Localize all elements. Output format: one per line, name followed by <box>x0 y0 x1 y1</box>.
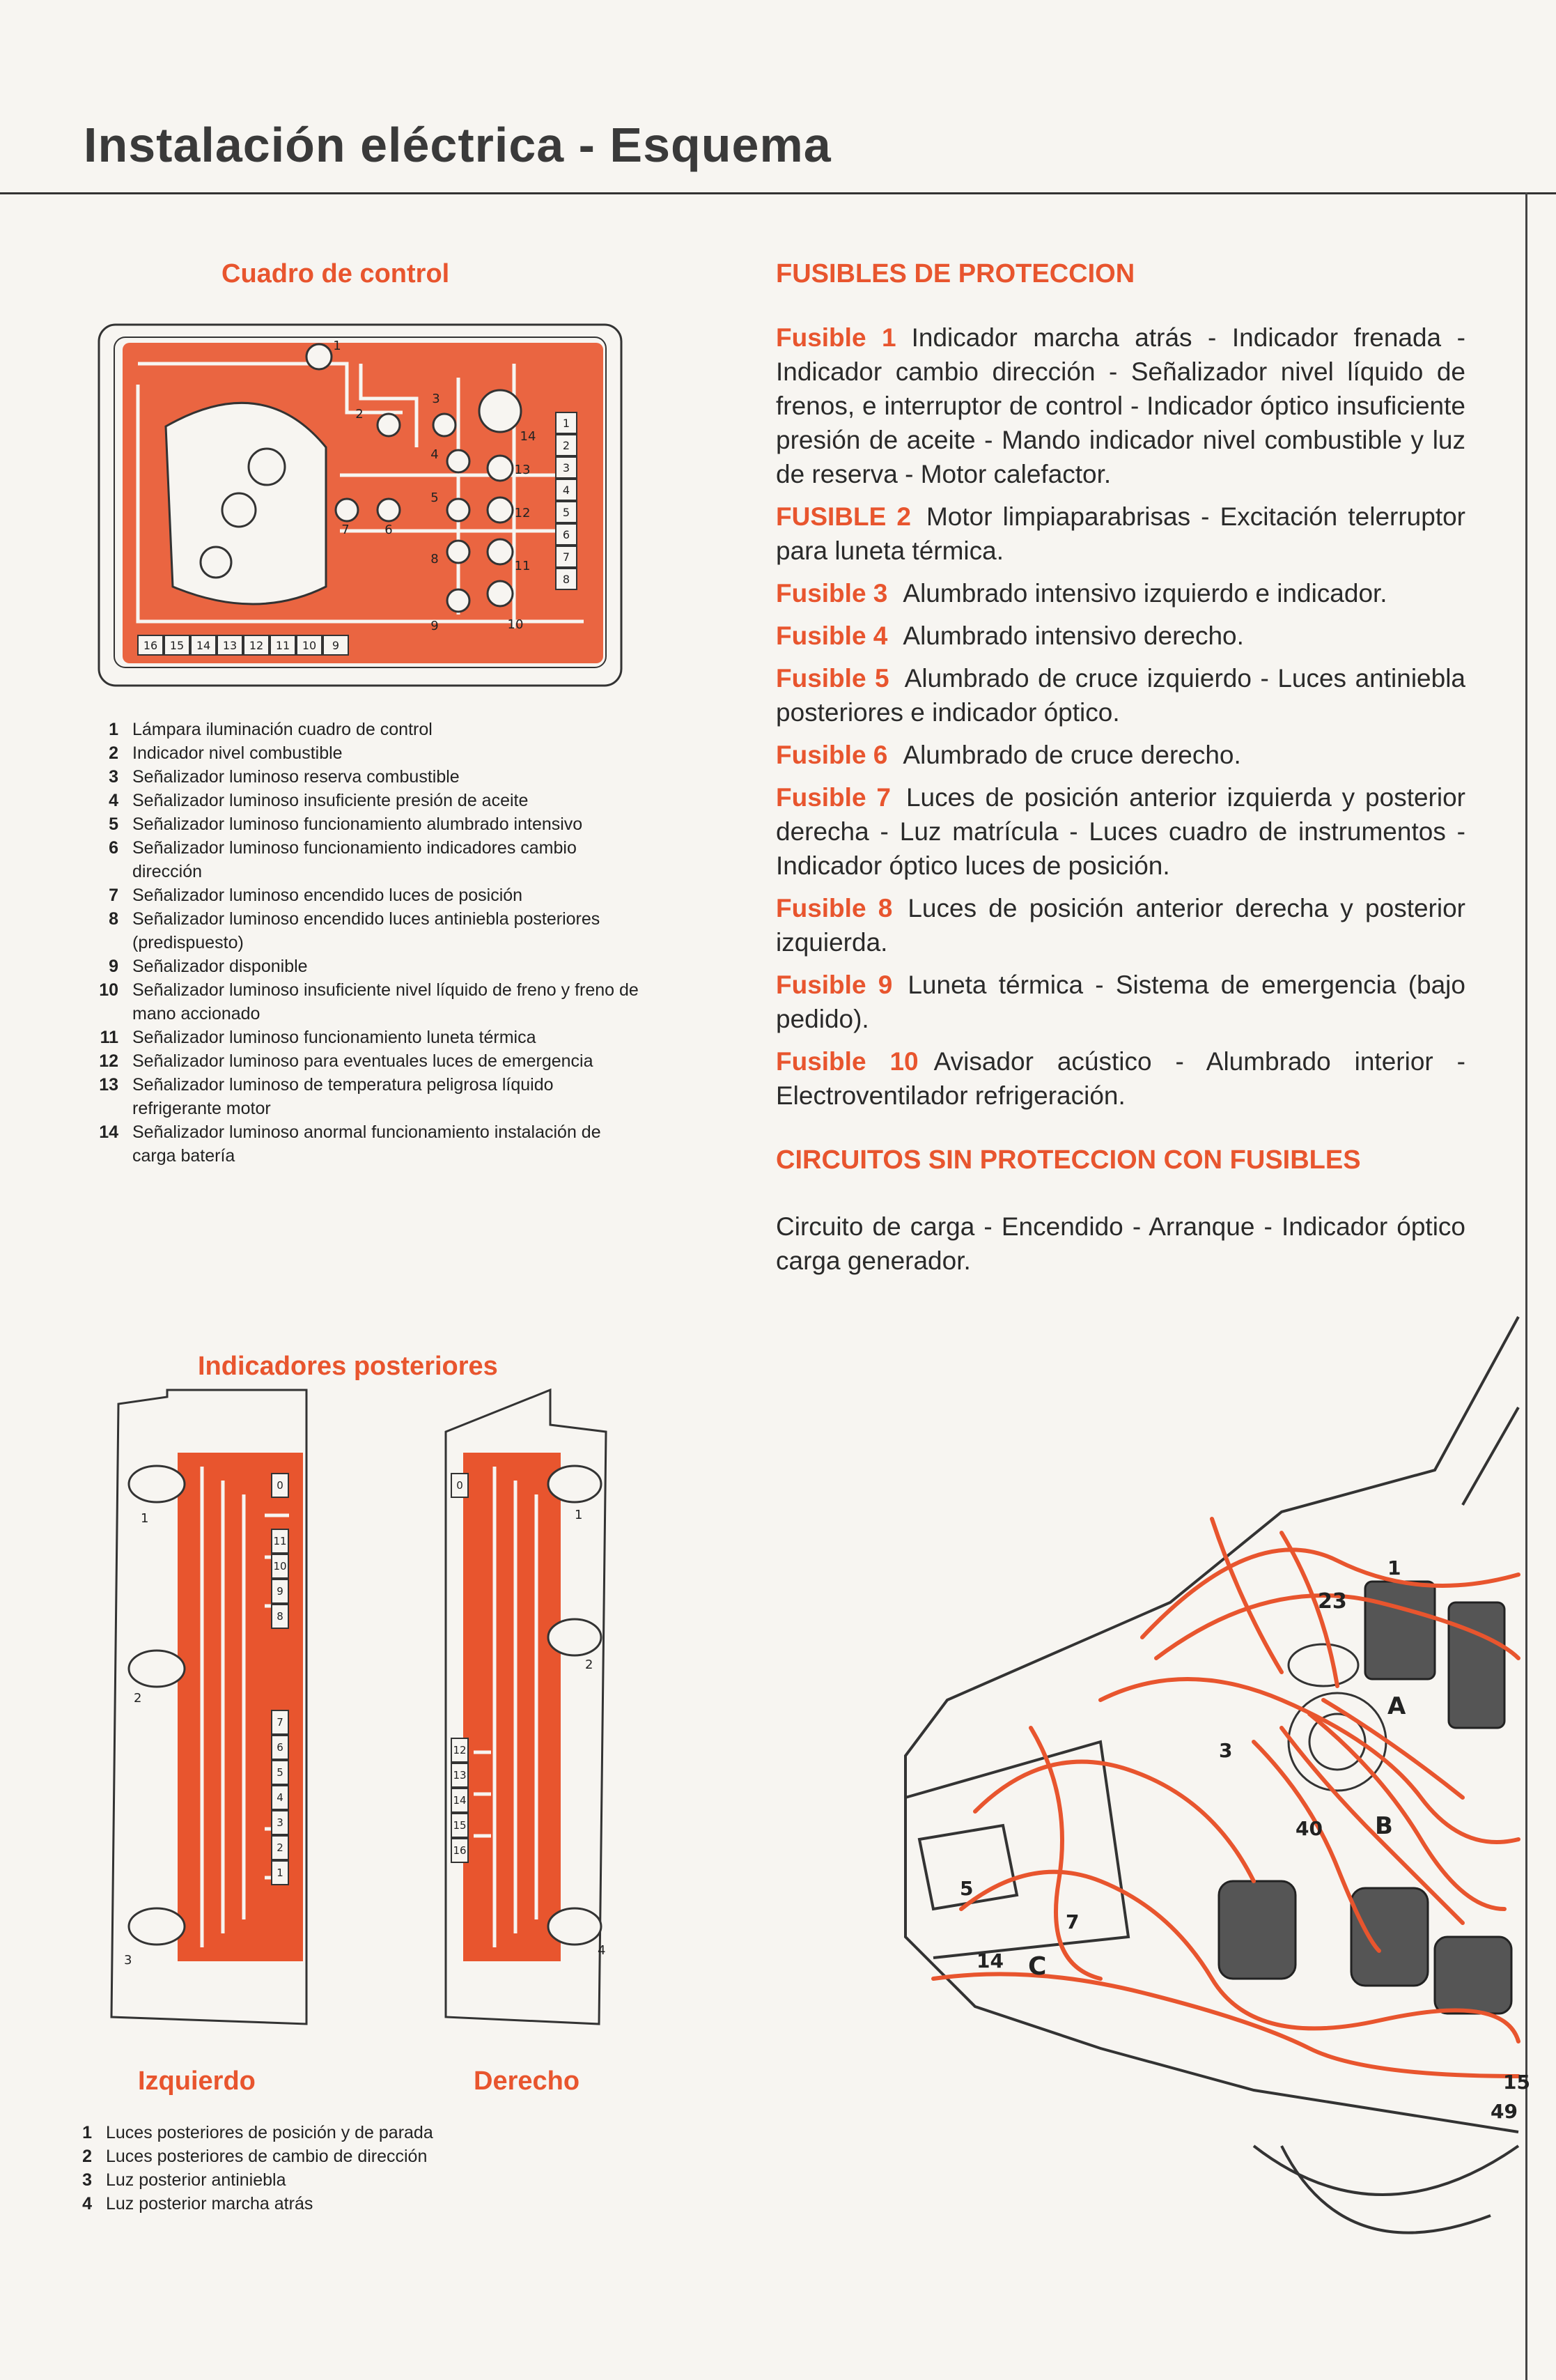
fuse-label: Fusible 3 <box>776 579 888 608</box>
item-text: Señalizador luminoso funcionamiento luneta térmica <box>132 1028 536 1047</box>
legend-number: 13 <box>99 1075 118 1095</box>
fuse-entry <box>776 619 1465 653</box>
item-text: Señalizador luminoso encendido luces de posición <box>132 886 523 905</box>
legend-item <box>77 836 641 883</box>
unprotected-text: Circuito de carga - Encendido - Arranque - Indicador óptico carga generador. <box>776 1212 1465 1275</box>
engine-callout: 40 <box>1296 1817 1323 1840</box>
legend-item <box>77 1049 641 1073</box>
cp-bulb-2: 2 <box>355 407 364 422</box>
engine-callout: 5 <box>960 1877 974 1900</box>
fuse-label: Fusible 9 <box>776 971 893 999</box>
rear-lights-heading: Indicadores posteriores <box>198 1352 498 1381</box>
left-pin: 10 <box>273 1560 287 1572</box>
item-text: Señalizador luminoso encendido luces antiniebla posteriores (predispuesto) <box>132 909 600 952</box>
right-pin: 14 <box>453 1794 467 1807</box>
fuse-label: Fusible 6 <box>776 741 888 769</box>
item-text: Luces posteriores de posición y de parada <box>106 2123 433 2142</box>
legend-number: 3 <box>109 767 118 787</box>
cp-bulb-4: 4 <box>430 447 439 462</box>
cp-bulb-1: 1 <box>333 339 341 353</box>
legend-item <box>77 812 641 836</box>
cp-bulb-8: 8 <box>430 552 439 566</box>
engine-callout: 1 <box>1387 1556 1401 1579</box>
item-text: Señalizador luminoso de temperatura peligrosa líquido refrigerante motor <box>132 1075 554 1118</box>
item-text: Señalizador luminoso para eventuales luces de emergencia <box>132 1051 593 1071</box>
legend-item <box>64 2192 593 2216</box>
engine-callout: 49 <box>1491 2100 1518 2123</box>
cp-conn-r-8: 8 <box>562 573 570 586</box>
rear-light-left-diagram <box>98 1376 362 2038</box>
engine-callout: C <box>1028 1952 1047 1981</box>
rear-lights-legend <box>64 2121 593 2216</box>
item-text: Luces de posición anterior izquierda y posterior derecha - Luz matrícula - Luces cuadro de instrumentos - Indicador óptico luces de posición. <box>776 783 1465 880</box>
cp-conn-b-14: 14 <box>196 639 211 652</box>
cp-bulb-5: 5 <box>430 490 439 505</box>
fuses-heading: FUSIBLES DE PROTECCION <box>776 259 1135 288</box>
legend-item <box>77 1026 641 1049</box>
cp-conn-b-11: 11 <box>275 639 290 652</box>
legend-item <box>64 2121 593 2145</box>
cp-bulb-7: 7 <box>341 523 350 537</box>
left-pin: 8 <box>277 1610 283 1623</box>
cp-bulb-10: 10 <box>507 617 524 632</box>
rear-right-label: Derecho <box>474 2066 580 2096</box>
cp-bulb-11: 11 <box>514 559 531 573</box>
fuse-entry <box>776 968 1465 1036</box>
title-rule <box>0 192 1556 194</box>
item-text: Señalizador luminoso insuficiente presión de aceite <box>132 791 529 810</box>
right-bulb-label: 2 <box>585 1658 593 1672</box>
left-bulb-label: 3 <box>124 1953 132 1968</box>
item-text: Señalizador luminoso insuficiente nivel líquido de freno y freno de mano accionado <box>132 980 639 1023</box>
legend-number: 1 <box>109 720 118 739</box>
engine-callout: 7 <box>1066 1910 1080 1933</box>
engine-callout: A <box>1387 1692 1406 1720</box>
cp-conn-b-13: 13 <box>222 639 238 652</box>
cp-conn-r-2: 2 <box>562 439 570 452</box>
engine-callout: B <box>1375 1812 1393 1840</box>
left-pin: 7 <box>277 1716 283 1729</box>
left-bulb-label: 1 <box>141 1511 149 1526</box>
item-text: Lámpara iluminación cuadro de control <box>132 720 433 739</box>
left-pin: 4 <box>277 1791 283 1804</box>
legend-number: 8 <box>109 909 118 929</box>
item-text: Indicador marcha atrás - Indicador frenada - Indicador cambio dirección - Señalizador nivel líquido de frenos, e interruptor de control - Indicador óptico insuficiente presión de aceite - Mando indicador nivel combustible y luz de reserva - Motor calefactor. <box>776 323 1465 488</box>
left-pin: 3 <box>277 1816 283 1829</box>
legend-item <box>77 741 641 765</box>
fuse-label: Fusible 10 <box>776 1047 919 1076</box>
rear-left-label: Izquierdo <box>138 2066 256 2096</box>
left-pin: 11 <box>273 1535 287 1547</box>
control-panel-legend <box>77 718 641 1168</box>
engine-callout: 14 <box>977 1949 1004 1972</box>
fuse-entry <box>776 576 1465 610</box>
cp-conn-b-12: 12 <box>249 639 264 652</box>
legend-number: 4 <box>82 2194 92 2213</box>
engine-callout: 23 <box>1318 1589 1347 1614</box>
legend-item <box>77 718 641 741</box>
right-pin: 13 <box>453 1769 467 1782</box>
cp-conn-r-1: 1 <box>562 417 570 430</box>
fuse-label: Fusible 7 <box>776 783 891 812</box>
cp-conn-b-9: 9 <box>332 639 340 652</box>
fuse-entry <box>776 500 1465 568</box>
cp-conn-b-15: 15 <box>169 639 185 652</box>
legend-item <box>77 1073 641 1120</box>
rear-light-right-diagram <box>418 1376 641 2038</box>
legend-item <box>77 978 641 1026</box>
page-title: Instalación eléctrica - Esquema <box>84 118 832 172</box>
right-pin: 16 <box>453 1844 467 1857</box>
legend-number: 5 <box>109 814 118 834</box>
control-panel-diagram <box>96 322 625 691</box>
legend-number: 10 <box>99 980 118 1000</box>
fuse-entry <box>776 891 1465 959</box>
engine-wiring-diagram <box>892 1310 1532 2285</box>
item-text: Luces de posición anterior derecha y posterior izquierda. <box>776 894 1465 957</box>
fuse-label: FUSIBLE 2 <box>776 502 911 531</box>
cp-conn-r-7: 7 <box>562 550 570 564</box>
item-text: Señalizador luminoso funcionamiento alumbrado intensivo <box>132 814 583 834</box>
legend-item <box>77 789 641 812</box>
item-text: Luneta térmica - Sistema de emergencia (bajo pedido). <box>776 971 1465 1033</box>
item-text: Luz posterior marcha atrás <box>106 2194 313 2213</box>
item-text: Motor limpiaparabrisas - Excitación telerruptor para luneta térmica. <box>776 502 1466 565</box>
right-bulb-label: 4 <box>598 1943 606 1958</box>
cp-conn-r-4: 4 <box>562 484 570 497</box>
left-bulb-label: 2 <box>134 1691 142 1706</box>
fuse-entry <box>776 320 1465 491</box>
unprotected-heading: CIRCUITOS SIN PROTECCION CON FUSIBLES <box>776 1145 1361 1175</box>
fuse-entry <box>776 1044 1465 1113</box>
fuse-label: Fusible 5 <box>776 664 889 693</box>
fuse-label: Fusible 4 <box>776 621 888 650</box>
control-panel-heading: Cuadro de control <box>221 259 450 288</box>
fuses-list <box>776 320 1465 1278</box>
item-text: Luz posterior antiniebla <box>106 2170 286 2190</box>
legend-number: 12 <box>99 1051 118 1071</box>
engine-callout: 15 <box>1503 2071 1530 2094</box>
left-pin-0: 0 <box>277 1479 283 1492</box>
left-pin: 1 <box>277 1867 283 1879</box>
cp-conn-b-10: 10 <box>302 639 317 652</box>
legend-number: 9 <box>109 957 118 976</box>
item-text: Señalizador disponible <box>132 957 308 976</box>
cp-conn-r-6: 6 <box>562 528 570 541</box>
legend-number: 1 <box>82 2123 92 2142</box>
legend-item <box>77 955 641 978</box>
item-text: Luces posteriores de cambio de dirección <box>106 2147 428 2166</box>
legend-item <box>77 883 641 907</box>
legend-item <box>77 907 641 955</box>
right-pin-0: 0 <box>456 1479 463 1492</box>
item-text: Avisador acústico - Alumbrado interior - Electroventilador refrigeración. <box>776 1047 1466 1110</box>
item-text: Alumbrado de cruce derecho. <box>903 741 1241 769</box>
right-bulb-label: 1 <box>575 1508 583 1522</box>
cp-bulb-6: 6 <box>384 523 393 537</box>
legend-number: 7 <box>109 886 118 905</box>
legend-item <box>77 1120 641 1168</box>
cp-bulb-13: 13 <box>514 463 531 477</box>
cp-conn-r-5: 5 <box>562 506 570 519</box>
legend-number: 11 <box>100 1028 118 1047</box>
right-pin: 12 <box>453 1744 467 1756</box>
legend-number: 3 <box>82 2170 92 2190</box>
legend-number: 6 <box>109 838 118 858</box>
item-text: Alumbrado intensivo izquierdo e indicador. <box>903 579 1387 608</box>
item-text: Señalizador luminoso funcionamiento indicadores cambio dirección <box>132 838 577 881</box>
left-pin: 6 <box>277 1741 283 1754</box>
cp-bulb-14: 14 <box>520 429 536 444</box>
left-pin: 5 <box>277 1766 283 1779</box>
legend-number: 2 <box>109 743 118 763</box>
legend-number: 14 <box>99 1122 118 1142</box>
cp-conn-b-16: 16 <box>143 639 158 652</box>
item-text: Alumbrado intensivo derecho. <box>903 621 1244 650</box>
cp-conn-r-3: 3 <box>562 461 570 474</box>
legend-item <box>64 2168 593 2192</box>
fuse-label: Fusible 1 <box>776 323 896 352</box>
legend-number: 2 <box>82 2147 92 2166</box>
fuse-label: Fusible 8 <box>776 894 893 922</box>
engine-callout: 3 <box>1219 1739 1233 1762</box>
left-pin: 2 <box>277 1841 283 1854</box>
legend-item <box>64 2145 593 2168</box>
fuse-entry <box>776 738 1465 772</box>
fuse-entry <box>776 780 1465 883</box>
cp-bulb-3: 3 <box>432 392 440 406</box>
item-text: Señalizador luminoso anormal funcionamiento instalación de carga batería <box>132 1122 601 1166</box>
fuse-entry <box>776 661 1465 729</box>
item-text: Alumbrado de cruce izquierdo - Luces antiniebla posteriores e indicador óptico. <box>776 664 1465 727</box>
left-pin: 9 <box>277 1585 283 1598</box>
item-text: Indicador nivel combustible <box>132 743 343 763</box>
legend-number: 4 <box>109 791 118 810</box>
cp-bulb-12: 12 <box>514 506 531 520</box>
item-text: Señalizador luminoso reserva combustible <box>132 767 460 787</box>
cp-bulb-9: 9 <box>430 619 439 633</box>
legend-item <box>77 765 641 789</box>
right-pin: 15 <box>453 1819 467 1832</box>
